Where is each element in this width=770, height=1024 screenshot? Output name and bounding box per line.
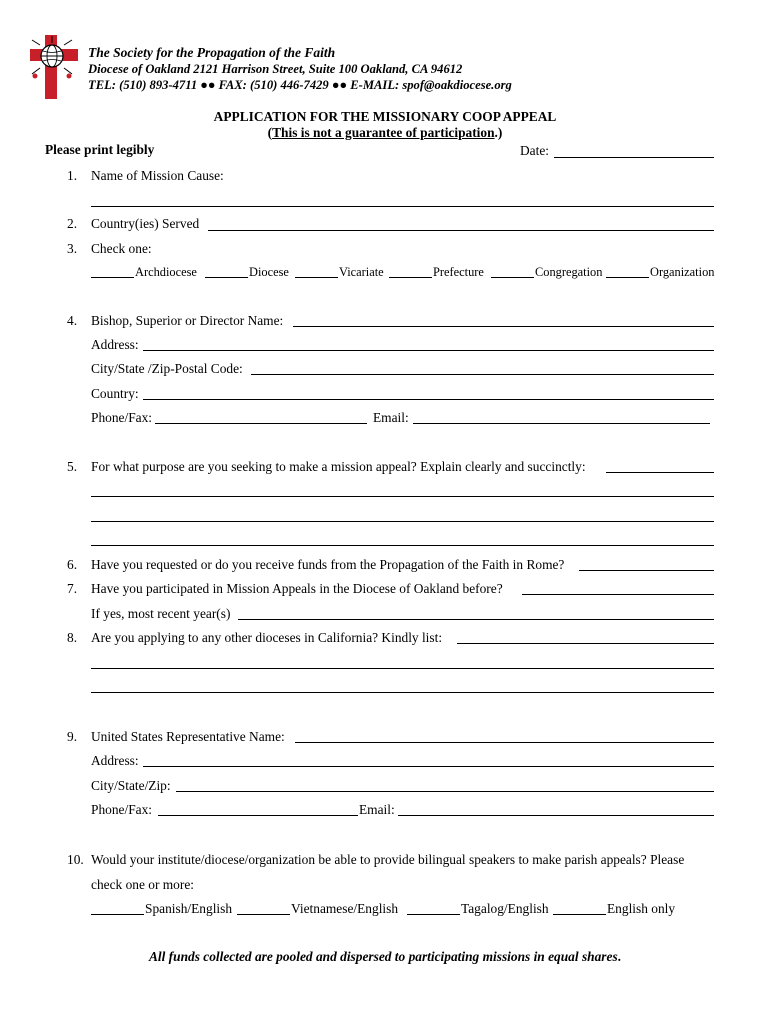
q5-number: 5. xyxy=(67,459,78,474)
purpose-field-3[interactable] xyxy=(91,521,714,522)
q1-number: 1. xyxy=(67,168,78,183)
oakland-appeals-field[interactable] xyxy=(522,594,714,595)
purpose-field-2[interactable] xyxy=(91,496,714,497)
option-diocese: Diocese xyxy=(249,265,289,279)
option-archdiocese: Archdiocese xyxy=(135,265,197,279)
q8-number: 8. xyxy=(67,630,78,645)
us-rep-address-field[interactable] xyxy=(143,766,714,767)
check-spanish-english[interactable] xyxy=(91,914,144,915)
org-name: The Society for the Propagation of the Faith xyxy=(88,45,336,60)
q2-number: 2. xyxy=(67,216,78,231)
cross-globe-icon xyxy=(28,34,80,100)
society-logo xyxy=(28,34,80,100)
q5-label: For what purpose are you seeking to make a mission appeal? Explain clearly and succinctly: xyxy=(91,459,586,474)
q4-phone-label: Phone/Fax: xyxy=(91,410,153,425)
check-english-only[interactable] xyxy=(553,914,606,915)
bishop-city-field[interactable] xyxy=(251,374,714,375)
us-rep-email-field[interactable] xyxy=(398,815,714,816)
option-english-only: English only xyxy=(607,901,676,916)
q1-label: Name of Mission Cause: xyxy=(91,168,224,183)
bishop-address-field[interactable] xyxy=(143,350,714,351)
check-organization[interactable] xyxy=(606,277,649,278)
other-dioceses-field-1[interactable] xyxy=(457,643,714,644)
q4-number: 4. xyxy=(67,313,78,328)
recent-years-field[interactable] xyxy=(238,619,714,620)
q9-address-label: Address: xyxy=(91,753,139,768)
other-dioceses-field-3[interactable] xyxy=(91,692,714,693)
q9-email-label: Email: xyxy=(359,802,395,817)
us-rep-phone-field[interactable] xyxy=(158,815,358,816)
check-diocese[interactable] xyxy=(205,277,248,278)
other-dioceses-field-2[interactable] xyxy=(91,668,714,669)
q4-label: Bishop, Superior or Director Name: xyxy=(91,313,284,328)
q2-label: Country(ies) Served xyxy=(91,216,200,231)
footer-note: All funds collected are pooled and dispersed to participating missions in equal shares. xyxy=(148,949,622,964)
purpose-field-1[interactable] xyxy=(606,472,714,473)
check-archdiocese[interactable] xyxy=(91,277,134,278)
check-prefecture[interactable] xyxy=(389,277,432,278)
q3-label: Check one: xyxy=(91,241,152,256)
q4-country-label: Country: xyxy=(91,386,139,401)
countries-served-field[interactable] xyxy=(208,230,714,231)
check-congregation[interactable] xyxy=(491,277,534,278)
mission-cause-field[interactable] xyxy=(91,206,714,207)
print-note: Please print legibly xyxy=(45,142,155,157)
q7-label: Have you participated in Mission Appeals in the Diocese of Oakland before? xyxy=(91,581,503,596)
rome-funds-field[interactable] xyxy=(579,570,714,571)
q10-number: 10. xyxy=(67,852,84,867)
option-vietnamese-english: Vietnamese/English xyxy=(291,901,399,916)
date-field[interactable] xyxy=(554,157,714,158)
us-rep-city-field[interactable] xyxy=(176,791,714,792)
q8-label: Are you applying to any other dioceses in California? Kindly list: xyxy=(91,630,443,645)
option-organization: Organization xyxy=(650,265,715,279)
bishop-phone-field[interactable] xyxy=(155,423,367,424)
q4-email-label: Email: xyxy=(373,410,409,425)
option-tagalog-english: Tagalog/English xyxy=(461,901,549,916)
form-title: APPLICATION FOR THE MISSIONARY COOP APPEAL xyxy=(213,109,557,124)
q10-label: Would your institute/diocese/organization be able to provide bilingual speakers to make parish appeals? Please xyxy=(91,852,685,867)
check-vicariate[interactable] xyxy=(295,277,338,278)
q9-city-label: City/State/Zip: xyxy=(91,778,171,793)
q7-sub-label: If yes, most recent year(s) xyxy=(91,606,231,621)
org-contact: TEL: (510) 893-4711 ●● FAX: (510) 446-7429 ●● E-MAIL: spof@oakdiocese.org xyxy=(88,78,512,92)
bishop-name-field[interactable] xyxy=(293,326,714,327)
q4-address-label: Address: xyxy=(91,337,139,352)
date-label: Date: xyxy=(520,143,549,158)
check-vietnamese-english[interactable] xyxy=(237,914,290,915)
q10-label-cont: check one or more: xyxy=(91,877,194,892)
bishop-country-field[interactable] xyxy=(143,399,714,400)
q6-number: 6. xyxy=(67,557,78,572)
org-address: Diocese of Oakland 2121 Harrison Street, Suite 100 Oakland, CA 94612 xyxy=(88,62,463,76)
q4-city-label: City/State /Zip-Postal Code: xyxy=(91,361,243,376)
q9-phone-label: Phone/Fax: xyxy=(91,802,153,817)
check-tagalog-english[interactable] xyxy=(407,914,460,915)
option-spanish-english: Spanish/English xyxy=(145,901,233,916)
form-subtitle: (This is not a guarantee of participation.) xyxy=(267,125,503,140)
q6-label: Have you requested or do you receive funds from the Propagation of the Faith in Rome? xyxy=(91,557,565,572)
q9-label: United States Representative Name: xyxy=(91,729,285,744)
option-prefecture: Prefecture xyxy=(433,265,484,279)
q9-number: 9. xyxy=(67,729,78,744)
bishop-email-field[interactable] xyxy=(413,423,710,424)
us-rep-name-field[interactable] xyxy=(295,742,714,743)
purpose-field-4[interactable] xyxy=(91,545,714,546)
option-congregation: Congregation xyxy=(535,265,603,279)
q3-number: 3. xyxy=(67,241,78,256)
q7-number: 7. xyxy=(67,581,78,596)
option-vicariate: Vicariate xyxy=(339,265,384,279)
